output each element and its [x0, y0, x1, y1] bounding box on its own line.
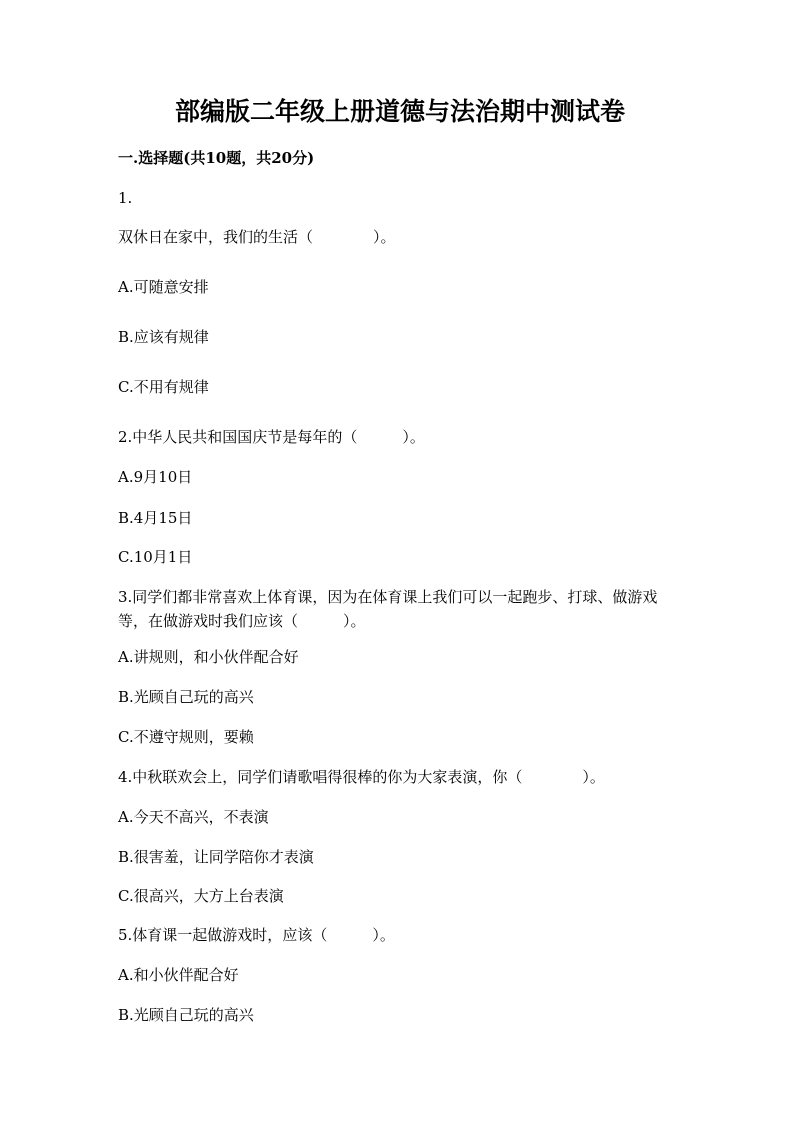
section-heading: 一.选择题(共10题，共20分): [118, 149, 315, 167]
question-4-option-a: A.今天不高兴，不表演: [118, 808, 269, 826]
question-1-option-a: A.可随意安排: [118, 278, 209, 296]
question-4-stem: 4.中秋联欢会上，同学们请歌唱得很棒的你为大家表演，你（ ）。: [118, 768, 605, 786]
question-2-option-b: B.4月15日: [118, 509, 193, 527]
question-3-option-b: B.光顾自己玩的高兴: [118, 688, 254, 706]
question-5-option-b: B.光顾自己玩的高兴: [118, 1006, 254, 1024]
question-5-stem: 5.体育课一起做游戏时，应该（ ）。: [118, 926, 395, 944]
question-4-option-c: C.很高兴，大方上台表演: [118, 887, 284, 905]
question-4-option-b: B.很害羞，让同学陪你才表演: [118, 848, 314, 866]
question-1-number: 1.: [118, 189, 133, 207]
question-3-stem: 3.同学们都非常喜欢上体育课，因为在体育课上我们可以一起跑步、打球、做游戏等，在做游戏时我们应该（ ）。: [118, 588, 658, 630]
question-3-option-a: A.讲规则，和小伙伴配合好: [118, 648, 299, 666]
question-2-option-a: A.9月10日: [118, 468, 193, 486]
page-title: 部编版二年级上册道德与法治期中测试卷: [174, 97, 625, 126]
question-5-option-a: A.和小伙伴配合好: [118, 966, 239, 984]
question-1-option-c: C.不用有规律: [118, 378, 209, 396]
question-2-stem: 2.中华人民共和国国庆节是每年的（ ）。: [118, 428, 425, 446]
question-2-option-c: C.10月1日: [118, 548, 193, 566]
question-3-option-c: C.不遵守规则，要赖: [118, 728, 254, 746]
question-1-stem: 双休日在家中，我们的生活（ ）。: [118, 228, 396, 246]
question-1-option-b: B.应该有规律: [118, 328, 209, 346]
